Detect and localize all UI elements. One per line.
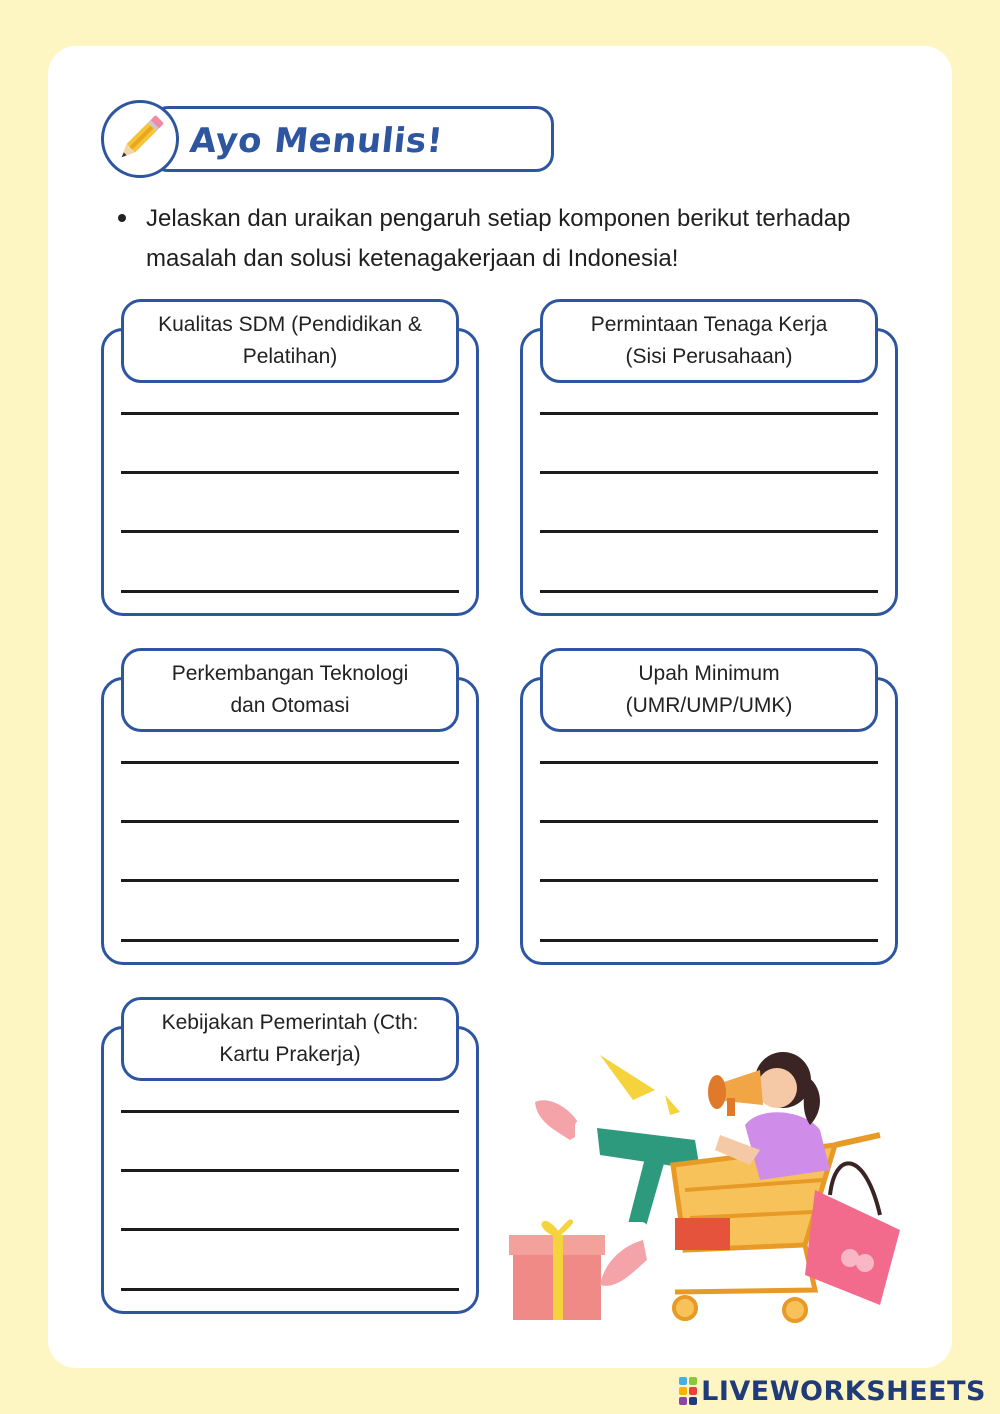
answer-line[interactable] [121,1288,459,1291]
answer-line[interactable] [540,590,878,593]
answer-line[interactable] [121,471,459,474]
answer-line[interactable] [540,471,878,474]
instruction-text: Jelaskan dan uraikan pengaruh setiap komponen berikut terhadap masalah dan solusi ketenagakerjaan di Indonesia! [146,205,851,272]
answer-line[interactable] [540,530,878,533]
liveworksheets-logo[interactable] [679,1376,986,1406]
answer-line[interactable] [121,1228,459,1231]
box-label-line: Permintaan Tenaga Kerja [590,313,828,336]
answer-line[interactable] [540,939,878,942]
answer-line[interactable] [540,820,878,823]
answer-line[interactable] [121,820,459,823]
box-label-line: Perkembangan Teknologi [171,662,409,685]
answer-line[interactable] [121,1110,459,1113]
box-label-line: Pelatihan) [242,345,338,368]
box-label [540,299,878,383]
box-label [121,997,459,1081]
box-label-line: Kualitas SDM (Pendidikan & [158,313,422,336]
logo-mark-icon [679,1377,697,1405]
box-label-line: (Sisi Perusahaan) [625,345,793,368]
box-label-line: (UMR/UMP/UMK) [625,694,793,717]
box-label-line: dan Otomasi [230,694,350,717]
box-label-line: Kebijakan Pemerintah (Cth: [161,1011,419,1034]
box-label-line: Kartu Prakerja) [219,1043,361,1066]
box-label [121,299,459,383]
answer-line[interactable] [540,761,878,764]
answer-line[interactable] [121,590,459,593]
page-title: Ayo Menulis! [187,121,445,161]
box-label-line: Upah Minimum [638,662,780,685]
pencil-icon [104,103,176,175]
answer-line[interactable] [121,879,459,882]
shopping-cart-illustration [505,1040,925,1340]
answer-line[interactable] [121,530,459,533]
answer-line[interactable] [121,939,459,942]
answer-line[interactable] [121,1169,459,1172]
box-label [540,648,878,732]
brand-name: LIVEWORKSHEETS [701,1375,986,1407]
bullet-point [118,214,126,222]
answer-line[interactable] [540,879,878,882]
header-icon-circle [101,100,179,178]
box-label [121,648,459,732]
answer-line[interactable] [540,412,878,415]
answer-line[interactable] [121,761,459,764]
answer-line[interactable] [121,412,459,415]
